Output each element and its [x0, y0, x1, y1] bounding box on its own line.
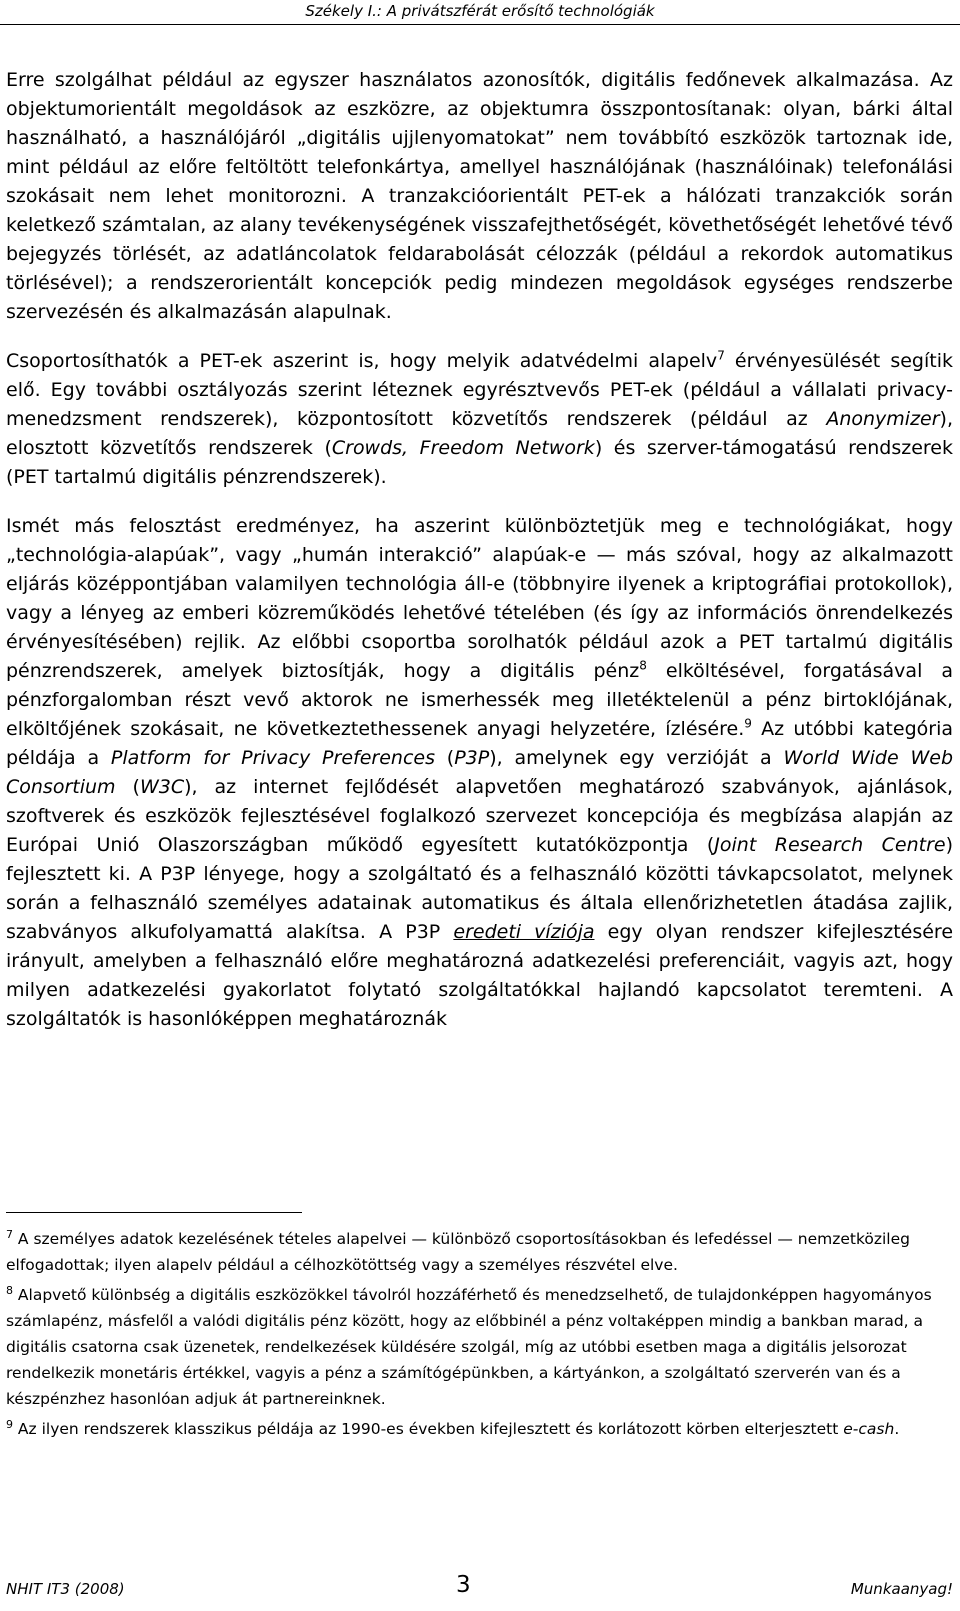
footnote-ref: 8: [6, 1283, 13, 1297]
text-run: (: [434, 747, 455, 769]
footnote-ref: 8: [639, 658, 647, 673]
footer-left-text: NHIT IT3 (2008): [6, 1580, 125, 1598]
footnote-9: [6, 1416, 953, 1442]
text-run: ), elosztott közvetítős rendszerek (: [6, 408, 953, 459]
text-run: Csoportosíthatók a PET-ek aszerint is, hogy melyik adatvédelmi alapelv: [6, 350, 718, 372]
paragraph-2: [6, 347, 953, 492]
paragraph-3: [6, 512, 953, 1034]
text-run: Az utóbbi kategória példája a: [6, 718, 953, 769]
header-rule: [0, 24, 960, 25]
text-run: érvényesülését segítik elő. Egy további osztályozás szerint léteznek egyrésztvevős PET-ek (például a vállalati privacy-menedzsment rendszerek), központosított közvetítős rendszerek (például az: [6, 350, 953, 430]
text-run: Alapvető különbség a digitális eszközökkel távolról hozzáférhető és menedzselhető, de tulajdonképpen hagyományos számlapénz, másfelől a valódi digitális pénz között, hogy az előbbinél a pénz voltaképpen mindig a bankban marad, a digitális csatorna csak üzenetek, rendelkezések küldésére szolgál, míg az utóbbi esetben maga a digitális jelsorozat rendelkezik monetáris értékkel, vagyis a pénz a számítógépünkben, a kártyánkon, a szolgáltató szerverén van és a készpénzhez hasonlóan adjuk át partnereinknek.: [6, 1286, 932, 1408]
text-run: ), amelynek egy verzióját a: [489, 747, 784, 769]
text-run: ), az internet fejlődését alapvetően meghatározó szabványok, ajánlások, szoftverek és eszközök fejlesztésével foglalkozó szervezet koncepciója és megbízása alapján az Európai Unió Olaszországban működő egyesített kutatóközpontja (: [6, 776, 953, 856]
text-run: elköltésével, forgatásával a pénzforgalomban részt vevő aktorok ne ismerhessék meg illetéktelenül a pénz birtoklójának, elköltőjének szokásait, ne következtethessenek anyagi helyzetére, ízlésére.: [6, 660, 953, 740]
italic-text: Crowds, Freedom Network: [331, 437, 595, 459]
footer-right-text: Munkaanyag!: [850, 1580, 953, 1598]
running-header: Székely I.: A privátszférát erősítő technológiák: [305, 2, 655, 20]
italic-text: World Wide Web Consortium: [6, 747, 954, 798]
footnote-separator: [6, 1212, 302, 1213]
text-run: Az ilyen rendszerek klasszikus példája az 1990-es években kifejlesztett és korlátozott körben elterjesztett: [13, 1420, 844, 1438]
text-run: ) és szerver-támogatású rendszerek (PET tartalmú digitális pénzrendszerek).: [6, 437, 953, 488]
text-run: .: [894, 1420, 900, 1438]
italic-text: P3P: [454, 747, 490, 769]
italic-text: W3C: [139, 776, 185, 798]
footnote-ref: 7: [717, 348, 725, 363]
italic-underlined-text: eredeti víziója: [453, 921, 595, 943]
footnote-8: [6, 1282, 953, 1412]
italic-text: Anonymizer: [826, 408, 940, 430]
text-run: (: [115, 776, 140, 798]
footnote-ref: 9: [6, 1417, 13, 1431]
italic-text: Platform for Privacy Preferences: [110, 747, 435, 769]
main-body: [6, 66, 953, 1034]
text-run: Erre szolgálhat például az egyszer használatos azonosítók, digitális fedőnevek alkalmazása. Az objektumorientált megoldások az eszközre, az objektumra összpontosítanak: olyan, bárki által használható, a használójáról „digitális ujjlenyomatokat” nem továbbító eszközök tartoznak ide, mint például az előre feltöltött telefonkártya, amellyel használójának (használóinak) telefonálási szokásait nem lehet monitorozni. A tranzakcióorientált PET-ek a hálózati tranzakciók során keletkező számtalan, az alany tevékenységének visszafejthetőségét, követhetőségét lehetővé tévő bejegyzés törlését, az adatláncolatok feldarabolását célozzák (például a rekordok automatikus törlésével); a rendszerorientált koncepciók pedig mindezen megoldások egységes rendszerbe szervezésén és alkalmazásán alapulnak.: [6, 69, 953, 323]
footnote-ref: 9: [744, 716, 752, 731]
page-number: 3: [456, 1572, 471, 1598]
italic-text: e-cash: [843, 1420, 895, 1438]
footnote-ref: 7: [6, 1227, 13, 1241]
text-run: A személyes adatok kezelésének tételes alapelvei — különböző csoportosításokban és lefedéssel — nemzetközileg elfogadottak; ilyen alapelv például a célhozkötöttség vagy a személyes részvétel elve.: [6, 1230, 910, 1274]
text-run: egy olyan rendszer kifejlesztésére irányult, amelyben a felhasználó előre meghatározná adatkezelési preferenciáit, vagyis azt, hogy milyen adatkezelési gyakorlatot folytató szolgáltatókkal hajlandó kapcsolatot teremteni. A szolgáltatók is hasonlóképpen meghatároznák: [6, 921, 954, 1030]
page-footer: [6, 1572, 953, 1602]
footnote-7: [6, 1226, 953, 1278]
paragraph-1: [6, 66, 953, 327]
text-run: Ismét más felosztást eredményez, ha aszerint különböztetjük meg e technológiákat, hogy „technológia-alapúak”, vagy „humán interakció” alapúak-e — más szóval, hogy az alkalmazott eljárás középpontjában valamilyen technológia áll-e (többnyire ilyenek a kriptográfiai protokollok), vagy a lényeg az emberi közreműködés lehetővé tételében (és így az információs önrendelkezés érvényesítésében) rejlik. Az előbbi csoportba sorolhatók például azok a PET tartalmú digitális pénzrendszerek, amelyek biztosítják, hogy a digitális pénz: [6, 515, 953, 682]
text-run: ) fejlesztett ki. A P3P lényege, hogy a szolgáltató és a felhasználó közötti távkapcsolatot, melynek során a felhasználó személyes adatainak automatikus és általa ellenőrizhetetlen átadása zajlik, szabványos alkufolyamattá alakítsa. A P3P: [6, 834, 953, 943]
footnotes: [6, 1226, 953, 1442]
italic-text: Joint Research Centre: [714, 834, 946, 856]
